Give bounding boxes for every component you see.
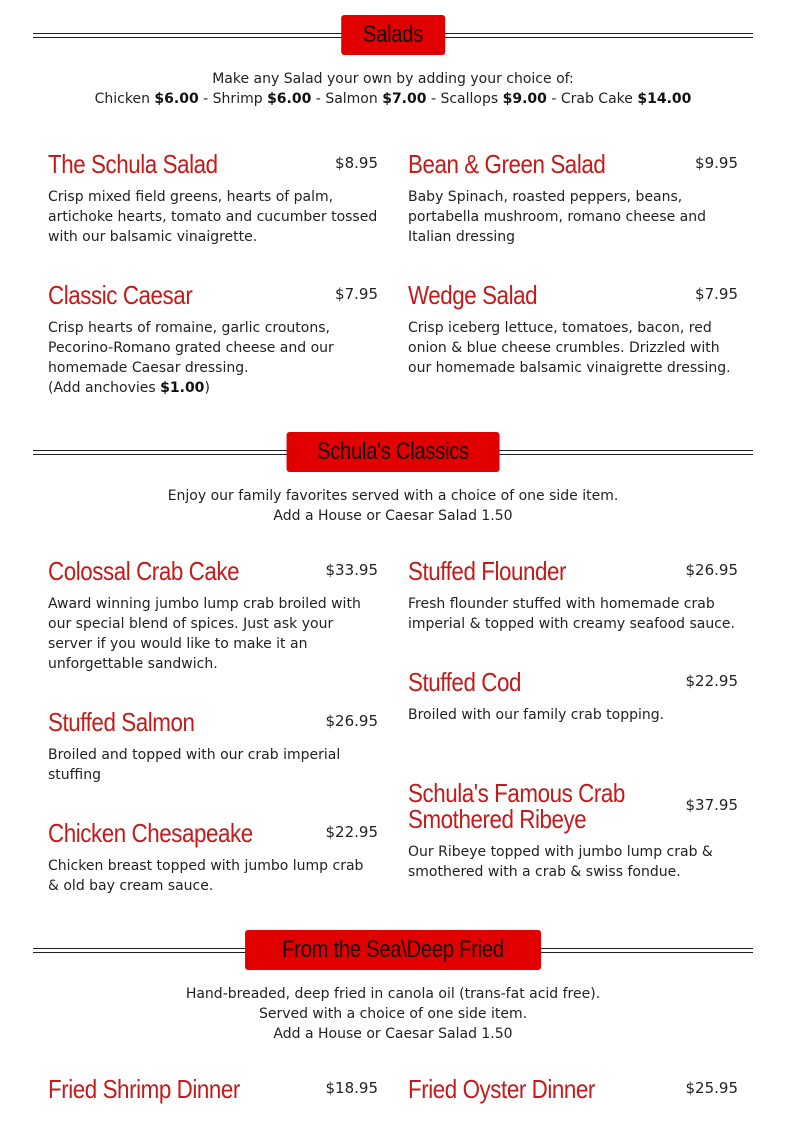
section-title: From the Sea\Deep Fried (245, 930, 541, 970)
menu-item (48, 282, 378, 398)
item-name: Fried Shrimp Dinner (48, 1074, 240, 1104)
salads-intro (33, 69, 753, 109)
item-price: $7.95 (695, 285, 738, 303)
item-price: $22.95 (325, 823, 378, 841)
item-description: Chicken breast topped with jumbo lump crab & old bay cream sauce. (48, 858, 364, 894)
classics-intro: Enjoy our family favorites served with a choice of one side item. Add a House or Caesar Salad 1.50 (167, 488, 619, 524)
item-description: Our Ribeye topped with jumbo lump crab & smothered with a crab & swiss fondue. (408, 844, 713, 880)
item-name: The Schula Salad (48, 149, 218, 179)
item-name: Stuffed Salmon (48, 707, 195, 737)
item-price: $37.95 (685, 796, 738, 814)
item-price: $26.95 (685, 561, 738, 579)
item-name: Bean & Green Salad (408, 149, 606, 179)
item-description: Crisp mixed field greens, hearts of palm, artichoke hearts, tomato and cucumber tossed with our balsamic vinaigrette. (48, 189, 378, 245)
item-name: Wedge Salad (408, 280, 538, 310)
item-name: Classic Caesar (48, 280, 193, 310)
item-price: $9.95 (695, 154, 738, 172)
item-description: Award winning jumbo lump crab broiled with our special blend of spices. Just ask your server if you would like to make it an unforgettable sandwich. (48, 596, 361, 672)
item-name: Stuffed Flounder (408, 556, 567, 586)
menu-item (408, 1076, 738, 1102)
item-price: $8.95 (335, 154, 378, 172)
item-name: Chicken Chesapeake (48, 818, 253, 848)
item-price: $33.95 (325, 561, 378, 579)
section-title: Schula's Classics (287, 432, 500, 472)
section-header-sea (33, 930, 753, 970)
item-price: $25.95 (685, 1079, 738, 1097)
item-name: Stuffed Cod (408, 667, 521, 697)
menu-item (48, 151, 378, 247)
menu-item (408, 151, 738, 247)
item-name: Fried Oyster Dinner (408, 1074, 595, 1104)
section-header-salads (33, 15, 753, 55)
addon-list: Chicken $6.00 - Shrimp $6.00 - Salmon $7.00 - Scallops $9.00 - Crab Cake $14.00 (94, 91, 692, 107)
item-price: $22.95 (685, 672, 738, 690)
menu-item (48, 820, 378, 896)
item-name: Schula's Famous Crab Smothered Ribeye (408, 778, 625, 834)
section-header-classics (33, 432, 753, 472)
item-description: Baby Spinach, roasted peppers, beans, portabella mushroom, romano cheese and Italian dressing (408, 189, 706, 245)
intro-line: Make any Salad your own by adding your choice of: (212, 71, 574, 87)
menu-item (408, 780, 738, 882)
menu-item (48, 558, 378, 674)
item-price: $26.95 (325, 712, 378, 730)
sea-intro: Hand-breaded, deep fried in canola oil (trans-fat acid free). Served with a choice of one side item. Add a House or Caesar Salad 1.50 (185, 986, 601, 1042)
menu-item (48, 709, 378, 785)
menu-item (408, 669, 738, 725)
item-price: $18.95 (325, 1079, 378, 1097)
section-title: Salads (341, 15, 445, 55)
item-description: Broiled and topped with our crab imperial stuffing (48, 747, 341, 783)
menu-item (48, 1076, 378, 1102)
menu-item (408, 558, 738, 634)
item-price: $7.95 (335, 285, 378, 303)
item-description: Crisp hearts of romaine, garlic croutons, Pecorino-Romano grated cheese and our homemade Caesar dressing. (Add anchovies $1.00) (48, 318, 378, 398)
item-description: Broiled with our family crab topping. (408, 707, 665, 723)
item-description: Crisp iceberg lettuce, tomatoes, bacon, red onion & blue cheese crumbles. Drizzled with our homemade balsamic vinaigrette dressing. (408, 320, 731, 376)
item-name: Colossal Crab Cake (48, 556, 240, 586)
item-description: Fresh flounder stuffed with homemade crab imperial & topped with creamy seafood sauce. (408, 596, 735, 632)
menu-item (408, 282, 738, 378)
item-extra: (Add anchovies $1.00) (48, 380, 210, 396)
